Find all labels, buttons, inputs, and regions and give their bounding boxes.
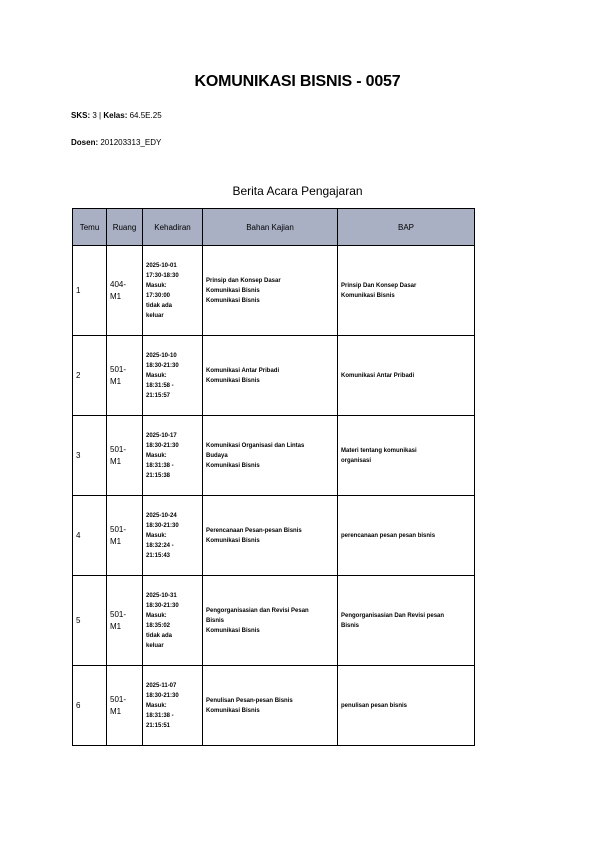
cell-temu: 1 bbox=[73, 246, 107, 336]
section-title: Berita Acara Pengajaran bbox=[232, 184, 363, 198]
cell-kehadiran bbox=[143, 496, 203, 576]
header-bahan-kajian: Bahan Kajian bbox=[203, 209, 338, 246]
cell-bap-line: Prinsip Dan Konsep Dasar bbox=[341, 282, 417, 289]
cell-bahan-kajian-line: Komunikasi Bisnis bbox=[206, 287, 260, 294]
cell-kehadiran-line: 18:30-21:30 bbox=[146, 362, 179, 369]
table-header-row bbox=[73, 209, 475, 246]
cell-bap-line: Komunikasi Antar Pribadi bbox=[341, 372, 415, 379]
sks-value: 3 bbox=[92, 111, 97, 120]
cell-bahan-kajian bbox=[203, 576, 338, 666]
table-row bbox=[73, 246, 475, 336]
table-row bbox=[73, 496, 475, 576]
kelas-label: Kelas: bbox=[103, 111, 128, 120]
cell-temu: 2 bbox=[73, 336, 107, 416]
cell-kehadiran bbox=[143, 336, 203, 416]
cell-ruang bbox=[107, 416, 143, 496]
cell-kehadiran-line: 18:31:38 - bbox=[146, 712, 174, 719]
cell-bap-line: perencanaan pesan pesan bisnis bbox=[341, 532, 436, 539]
cell-bap bbox=[338, 496, 475, 576]
cell-kehadiran-line: keluar bbox=[146, 642, 164, 649]
cell-bap bbox=[338, 416, 475, 496]
cell-kehadiran-line: 18:30-21:30 bbox=[146, 522, 179, 529]
cell-bap bbox=[338, 666, 475, 746]
cell-kehadiran-line: Masuk: bbox=[146, 532, 167, 539]
cell-kehadiran-line: 17:30-18:30 bbox=[146, 272, 179, 279]
lecturer-meta bbox=[71, 138, 161, 147]
teaching-report-table bbox=[72, 208, 475, 746]
cell-ruang-line: M1 bbox=[110, 456, 122, 466]
cell-kehadiran-line: Masuk: bbox=[146, 372, 167, 379]
cell-kehadiran-line: 21:15:38 bbox=[146, 472, 171, 479]
cell-bap bbox=[338, 246, 475, 336]
cell-temu: 3 bbox=[73, 416, 107, 496]
meta-separator: | bbox=[99, 111, 102, 120]
cell-temu: 4 bbox=[73, 496, 107, 576]
cell-bahan-kajian-line: Komunikasi Bisnis bbox=[206, 462, 260, 469]
cell-bap-line: Komunikasi Bisnis bbox=[341, 292, 395, 299]
cell-bap-line: organisasi bbox=[341, 457, 372, 464]
kelas-value: 64.5E.25 bbox=[129, 111, 162, 120]
cell-kehadiran bbox=[143, 576, 203, 666]
cell-kehadiran-line: Masuk: bbox=[146, 702, 167, 709]
cell-bahan-kajian bbox=[203, 246, 338, 336]
cell-kehadiran-line: 2025-10-01 bbox=[146, 262, 177, 269]
header-bap: BAP bbox=[338, 209, 475, 246]
cell-kehadiran-line: Masuk: bbox=[146, 282, 167, 289]
cell-bahan-kajian bbox=[203, 496, 338, 576]
cell-temu: 5 bbox=[73, 576, 107, 666]
header-temu: Temu bbox=[73, 209, 107, 246]
sks-label: SKS: bbox=[71, 111, 91, 120]
dosen-label: Dosen: bbox=[71, 138, 99, 147]
cell-kehadiran-line: Masuk: bbox=[146, 612, 167, 619]
cell-kehadiran-line: 18:30-21:30 bbox=[146, 442, 179, 449]
cell-ruang bbox=[107, 336, 143, 416]
cell-bap-line: Pengorganisasian Dan Revisi pesan bbox=[341, 612, 445, 619]
cell-bap-line: Bisnis bbox=[341, 622, 360, 629]
cell-ruang bbox=[107, 576, 143, 666]
cell-bahan-kajian-line: Penulisan Pesan-pesan Bisnis bbox=[206, 697, 293, 704]
cell-ruang-line: M1 bbox=[110, 291, 122, 301]
cell-bahan-kajian bbox=[203, 666, 338, 746]
cell-kehadiran-line: tidak ada bbox=[146, 632, 173, 639]
cell-kehadiran-line: 21:15:57 bbox=[146, 392, 171, 399]
table-row bbox=[73, 666, 475, 746]
cell-ruang-line: 501- bbox=[110, 364, 127, 374]
cell-bahan-kajian-line: Perencanaan Pesan-pesan Bisnis bbox=[206, 527, 302, 534]
cell-kehadiran-line: 18:30-21:30 bbox=[146, 692, 179, 699]
cell-ruang bbox=[107, 496, 143, 576]
table-row bbox=[73, 576, 475, 666]
cell-ruang-line: M1 bbox=[110, 706, 122, 716]
cell-kehadiran bbox=[143, 416, 203, 496]
cell-kehadiran-line: 18:31:58 - bbox=[146, 382, 174, 389]
cell-kehadiran-line: 2025-10-24 bbox=[146, 512, 177, 519]
cell-kehadiran-line: 18:31:38 - bbox=[146, 462, 174, 469]
cell-bahan-kajian-line: Komunikasi Bisnis bbox=[206, 297, 260, 304]
cell-bahan-kajian bbox=[203, 336, 338, 416]
cell-temu: 6 bbox=[73, 666, 107, 746]
cell-kehadiran-line: 2025-10-17 bbox=[146, 432, 177, 439]
cell-kehadiran-line: tidak ada bbox=[146, 302, 173, 309]
cell-ruang-line: 501- bbox=[110, 694, 127, 704]
cell-kehadiran-line: 18:35:02 bbox=[146, 622, 171, 629]
cell-bap bbox=[338, 336, 475, 416]
cell-ruang-line: 501- bbox=[110, 444, 127, 454]
cell-ruang-line: 501- bbox=[110, 609, 127, 619]
cell-bahan-kajian-line: Prinsip dan Konsep Dasar bbox=[206, 277, 281, 284]
cell-ruang bbox=[107, 246, 143, 336]
header-kehadiran: Kehadiran bbox=[143, 209, 203, 246]
header-ruang: Ruang bbox=[107, 209, 143, 246]
table-row bbox=[73, 416, 475, 496]
cell-bahan-kajian bbox=[203, 416, 338, 496]
cell-ruang-line: M1 bbox=[110, 376, 122, 386]
course-title: KOMUNIKASI BISNIS - 0057 bbox=[194, 73, 401, 90]
cell-kehadiran-line: 2025-10-31 bbox=[146, 592, 177, 599]
cell-kehadiran-line: Masuk: bbox=[146, 452, 167, 459]
cell-bahan-kajian-line: Pengorganisasian dan Revisi Pesan bbox=[206, 607, 309, 614]
cell-kehadiran bbox=[143, 666, 203, 746]
cell-kehadiran-line: 21:15:43 bbox=[146, 552, 171, 559]
cell-bap-line: Materi tentang komunikasi bbox=[341, 447, 417, 454]
cell-ruang-line: 404- bbox=[110, 279, 127, 289]
cell-bahan-kajian-line: Komunikasi Antar Pribadi bbox=[206, 367, 280, 374]
cell-bahan-kajian-line: Komunikasi Bisnis bbox=[206, 627, 260, 634]
cell-kehadiran bbox=[143, 246, 203, 336]
cell-kehadiran-line: 18:32:24 - bbox=[146, 542, 174, 549]
dosen-value: 201203313_EDY bbox=[100, 138, 162, 147]
cell-kehadiran-line: 17:30:00 bbox=[146, 292, 171, 299]
cell-kehadiran-line: keluar bbox=[146, 312, 164, 319]
cell-bahan-kajian-line: Komunikasi Bisnis bbox=[206, 377, 260, 384]
cell-bap bbox=[338, 576, 475, 666]
cell-bahan-kajian-line: Komunikasi Organisasi dan Lintas bbox=[206, 442, 305, 449]
cell-bahan-kajian-line: Budaya bbox=[206, 452, 228, 459]
cell-kehadiran-line: 2025-11-07 bbox=[146, 682, 177, 689]
cell-kehadiran-line: 2025-10-10 bbox=[146, 352, 177, 359]
cell-kehadiran-line: 21:15:51 bbox=[146, 722, 171, 729]
cell-bahan-kajian-line: Bisnis bbox=[206, 617, 225, 624]
cell-ruang bbox=[107, 666, 143, 746]
table-row bbox=[73, 336, 475, 416]
cell-kehadiran-line: 18:30-21:30 bbox=[146, 602, 179, 609]
cell-bahan-kajian-line: Komunikasi Bisnis bbox=[206, 537, 260, 544]
cell-bap-line: penulisan pesan bisnis bbox=[341, 702, 408, 709]
cell-ruang-line: M1 bbox=[110, 536, 122, 546]
cell-ruang-line: M1 bbox=[110, 621, 122, 631]
course-meta bbox=[71, 111, 162, 120]
cell-ruang-line: 501- bbox=[110, 524, 127, 534]
cell-bahan-kajian-line: Komunikasi Bisnis bbox=[206, 707, 260, 714]
